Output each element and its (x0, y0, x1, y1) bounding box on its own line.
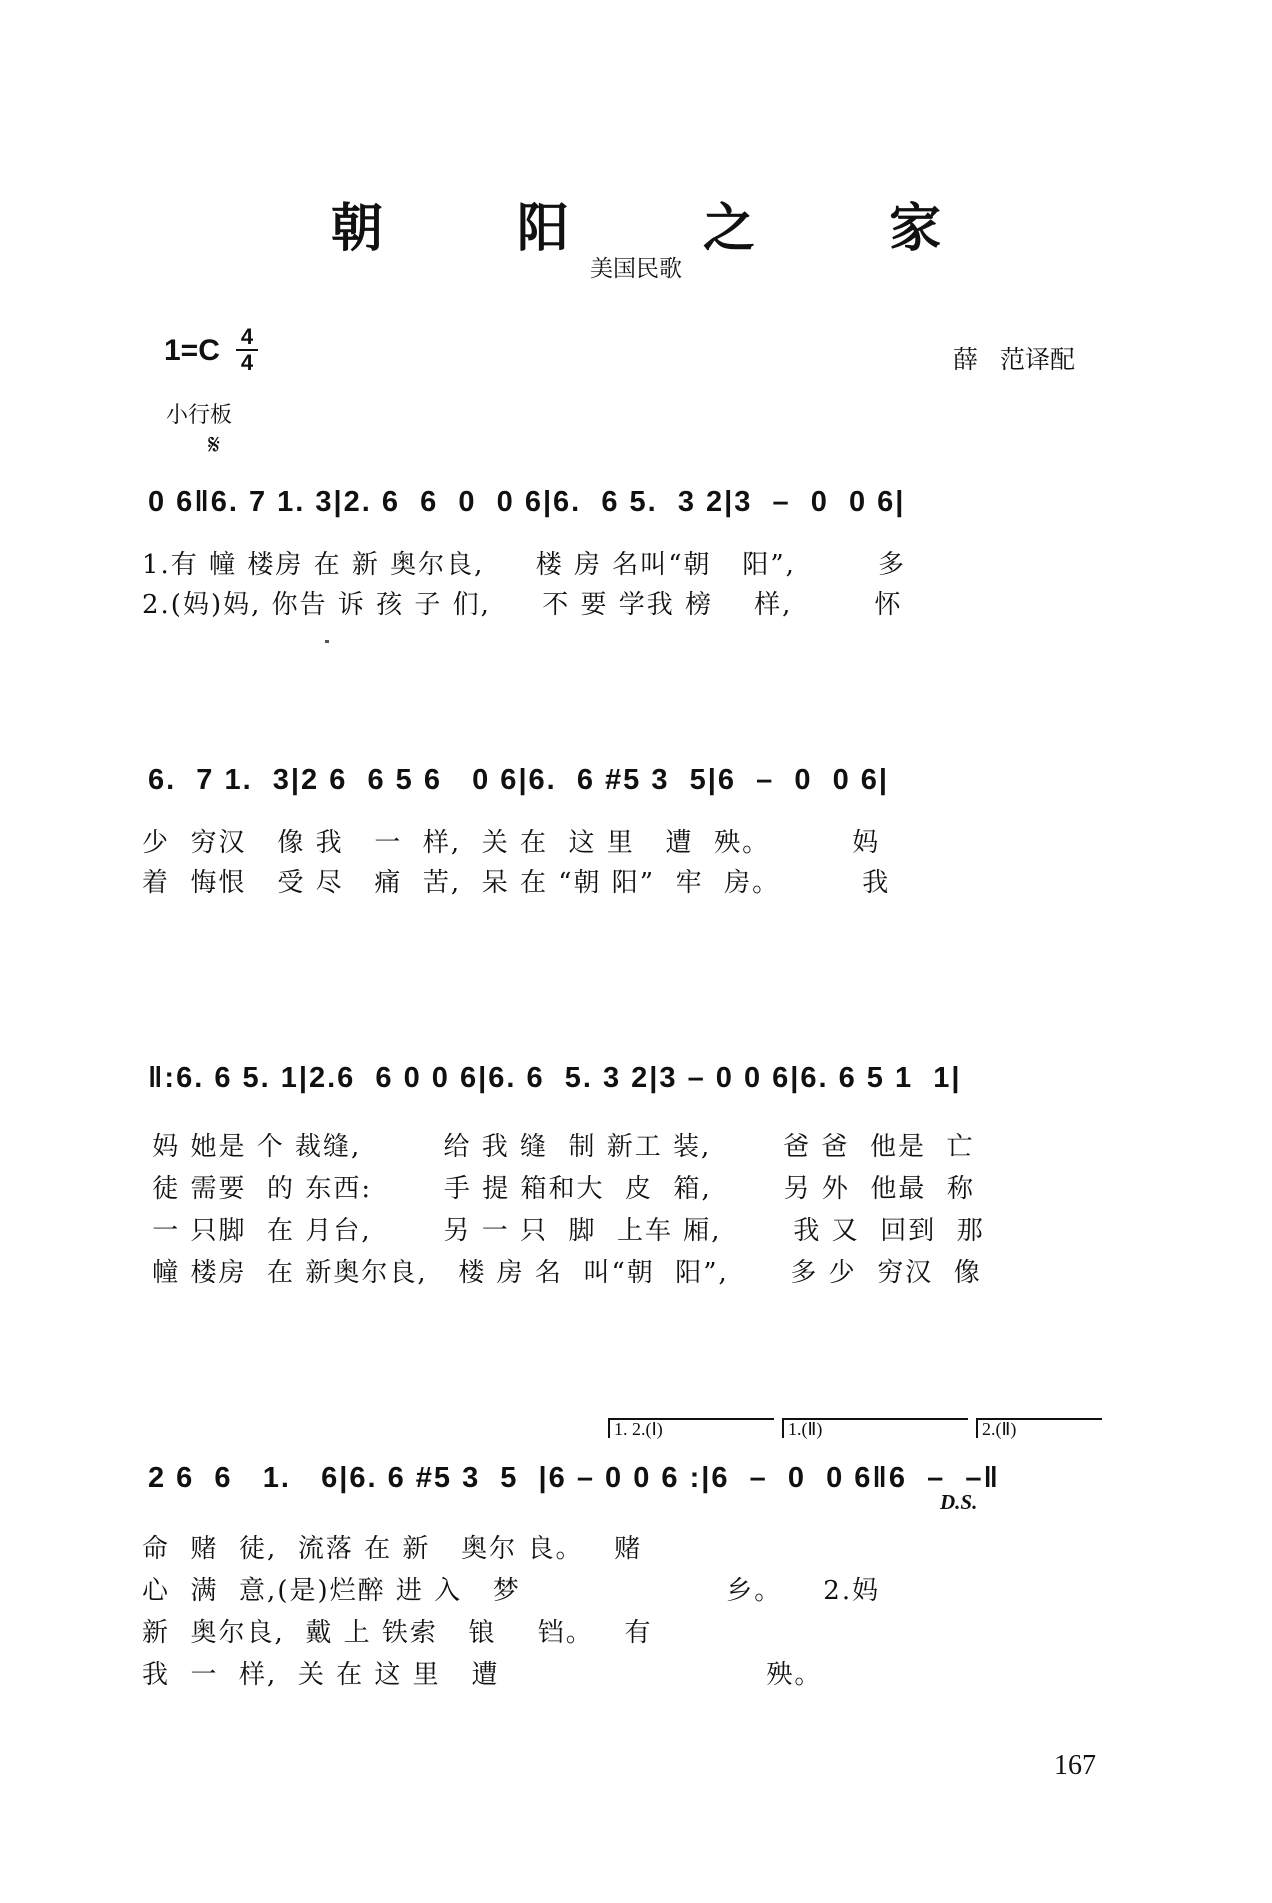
volta-bracket-2: 1.(Ⅱ) (782, 1418, 968, 1438)
lyric-line-3-3: 一 只脚 在 月台, 另 一 只 脚 上车 厢, 我 又 回到 那 (142, 1216, 985, 1246)
key-signature: 1=C (164, 334, 220, 367)
dal-segno-marking: D.S. (940, 1490, 978, 1514)
lyric-line-2-2: 着 悔恨 受 尽 痛 苦, 呆 在 “朝 阳” 牢 房。 我 (142, 868, 891, 898)
volta-bracket-3: 2.(Ⅱ) (976, 1418, 1102, 1438)
segno-icon: 𝄋 (208, 428, 221, 461)
time-signature (236, 326, 258, 374)
time-signature-bottom: 4 (240, 350, 254, 375)
song-title: 朝 阳 之 家 (330, 198, 1000, 259)
lyric-line-1-2: 2.(妈)妈, 你告 诉 孩 子 们, 不 要 学我 榜 样, 怀 (142, 590, 903, 620)
notation-line-3: ‖:6. 6 5. 1|2.6 6 0 0 6|6. 6 5. 3 2|3 – 0 0 6|6. 6 5 1 1| (148, 1062, 962, 1094)
lyric-line-4-2: 心 满 意,(是)烂醉 进 入 梦 乡。 2.妈 (142, 1576, 881, 1606)
notation-line-1: 0 6‖6. 7 1. 3|2. 6 6 0 0 6|6. 6 5. 3 2|3 – 0 0 6| (148, 486, 906, 518)
lyric-line-3-4: 幢 楼房 在 新奥尔良, 楼 房 名 叫“朝 阳”, 多 少 穷汉 像 (142, 1258, 982, 1288)
lyric-line-1-1: 1.有 幢 楼房 在 新 奥尔良, 楼 房 名叫“朝 阳”, 多 (142, 550, 907, 580)
arranger-credit: 薛 范译配 (953, 345, 1075, 374)
lyric-line-4-3: 新 奥尔良, 戴 上 铁索 锒 铛。 有 (142, 1618, 653, 1648)
lyric-line-3-1: 妈 她是 个 裁缝, 给 我 缝 制 新工 装, 爸 爸 他是 亡 (142, 1132, 975, 1162)
lyric-line-3-2: 徒 需要 的 东西: 手 提 箱和大 皮 箱, 另 外 他最 称 (142, 1174, 975, 1204)
lyric-line-4-1: 命 赌 徒, 流落 在 新 奥尔 良。 赌 (142, 1534, 643, 1564)
stray-dot (325, 640, 329, 643)
lyric-line-2-1: 少 穷汉 像 我 一 样, 关 在 这 里 遭 殃。 妈 (142, 828, 881, 858)
tempo-marking: 小行板 (166, 403, 233, 428)
page-number: 167 (1054, 1750, 1096, 1781)
lyric-line-4-4: 我 一 样, 关 在 这 里 遭 殃。 (142, 1660, 823, 1690)
notation-line-4: 2 6 6 1. 6|6. 6 #5 3 5 |6 – 0 0 6 :|6 – 0 0 6‖6 – –‖ (148, 1462, 1000, 1494)
notation-line-2: 6. 7 1. 3|2 6 6 5 6 0 6|6. 6 #5 3 5|6 – 0 0 6| (148, 764, 889, 796)
time-signature-top: 4 (240, 324, 254, 349)
volta-bracket-1: 1. 2.(Ⅰ) (608, 1418, 774, 1438)
song-subtitle: 美国民歌 (590, 256, 682, 282)
